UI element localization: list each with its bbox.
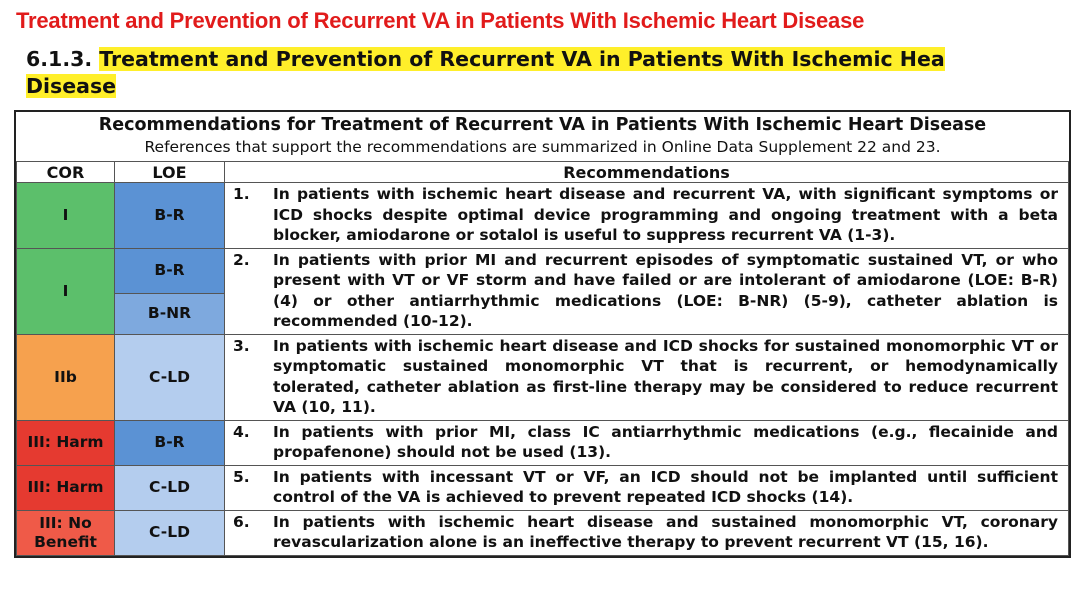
recommendation-number: 2.	[233, 250, 250, 269]
table-row	[17, 510, 1069, 555]
table-row	[17, 334, 1069, 420]
cor-cell: III: Harm	[17, 465, 115, 510]
table-row	[17, 465, 1069, 510]
header-loe: LOE	[115, 162, 225, 183]
loe-cell: C-LD	[115, 465, 225, 510]
recommendation-cell	[225, 465, 1069, 510]
cor-cell: III: No Benefit	[17, 510, 115, 555]
table-row	[17, 183, 1069, 249]
recommendation-cell	[225, 420, 1069, 465]
table-row	[17, 420, 1069, 465]
table-caption: Recommendations for Treatment of Recurrent VA in Patients With Ischemic Heart Disease	[98, 115, 987, 135]
table-header-row	[17, 162, 1069, 183]
recommendation-number: 3.	[233, 336, 250, 355]
recommendation-cell	[225, 183, 1069, 249]
recommendation-text: In patients with ischemic heart disease and sustained monomorphic VT, coronary revascularization alone is an ineffective therapy to prevent recurrent VT (15, 16).	[273, 512, 1058, 551]
cor-cell: I	[17, 183, 115, 249]
recommendation-text: In patients with incessant VT or VF, an ICD should not be implanted until sufficient control of the VA is achieved to prevent repeated ICD shocks (14).	[273, 467, 1058, 506]
header-recommendations: Recommendations	[225, 162, 1069, 183]
loe-cell: B-R	[115, 420, 225, 465]
recommendation-number: 5.	[233, 467, 250, 486]
section-number: 6.1.3.	[26, 47, 93, 71]
cor-cell: I	[17, 248, 115, 334]
cor-cell: IIb	[17, 334, 115, 420]
loe-cell: B-R	[115, 183, 225, 249]
section-heading	[26, 46, 1080, 100]
recommendation-number: 1.	[233, 185, 250, 203]
cor-cell: III: Harm	[17, 420, 115, 465]
table-subcaption: References that support the recommendations are summarized in Online Data Supplement 22 and 23.	[144, 138, 941, 156]
header-cor: COR	[17, 162, 115, 183]
recommendation-text: In patients with prior MI, class IC antiarrhythmic medications (e.g., flecainide and propafenone) should not be used (13).	[273, 422, 1058, 461]
table-row	[17, 248, 1069, 293]
loe-cell: C-LD	[115, 510, 225, 555]
recommendation-cell	[225, 510, 1069, 555]
recommendation-number: 6.	[233, 512, 250, 531]
section-title-line2: Disease	[26, 74, 117, 98]
recommendation-cell	[225, 334, 1069, 420]
slide-title: Treatment and Prevention of Recurrent VA in Patients With Ischemic Heart Disease	[16, 8, 865, 33]
loe-cell: B-R	[115, 248, 225, 293]
loe-cell: C-LD	[115, 334, 225, 420]
recommendation-number: 4.	[233, 422, 250, 441]
recommendation-text: In patients with ischemic heart disease and recurrent VA, with significant symptoms or ICD shocks despite optimal device programming and ongoing treatment with a beta blocker, amiodarone or sotalol is useful to suppress recurrent VA (1-3).	[273, 185, 1058, 244]
recommendations-table	[14, 110, 1071, 558]
recommendation-text: In patients with ischemic heart disease and ICD shocks for sustained monomorphic VT or symptomatic sustained monomorphic VT that is recurrent, or hemodynamically tolerated, catheter ablation as first-line therapy may be considered to reduce recurrent VA (10, 11).	[273, 336, 1058, 416]
recommendation-cell	[225, 248, 1069, 334]
recommendation-text: In patients with prior MI and recurrent episodes of symptomatic sustained VT, or who present with VT or VF storm and have failed or are intolerant of amiodarone (LOE: B-R) (4) or other antiarrhythmic medications (LOE: B-NR) (5-9), catheter ablation is recommended (10-12).	[273, 250, 1058, 330]
section-title-line1: Treatment and Prevention of Recurrent VA in Patients With Ischemic Hea	[99, 47, 945, 71]
loe-cell: B-NR	[115, 293, 225, 334]
